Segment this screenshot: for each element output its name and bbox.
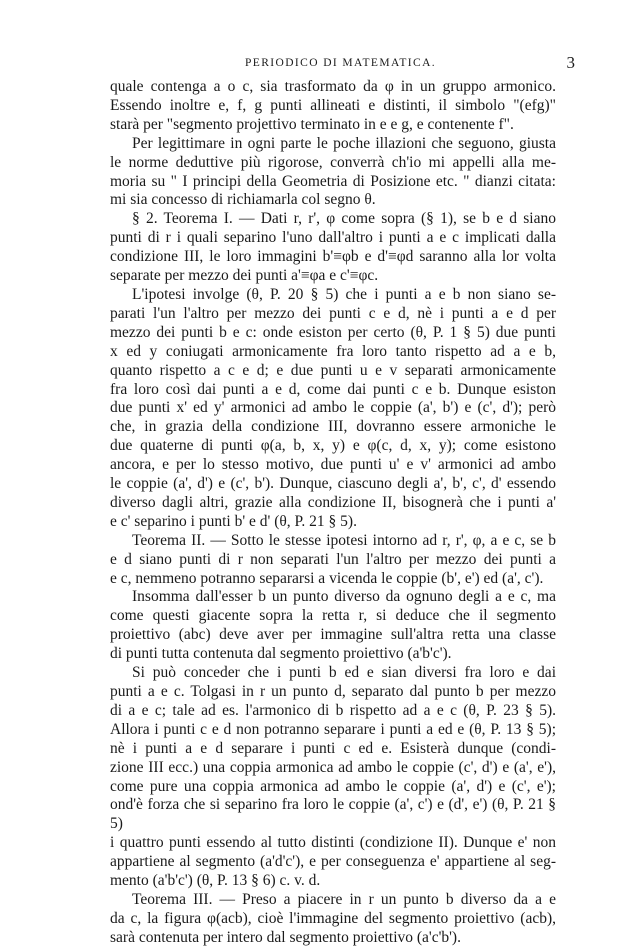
text-line: zione III ecc.) una coppia armonica ad ambo le coppie (c', d') e (a', e'),: [110, 758, 556, 776]
text-line: di punti tutta contenuta dal segmento proiettivo (a'b'c').: [110, 645, 452, 663]
text-line: diverso dagli altri, grazie alla condizione II, bisognerà che i punti a': [110, 493, 556, 511]
text-line: nè i punti a e d separare i punti c ed e. Esisterà dunque (condi-: [110, 739, 556, 757]
text-line: due quaterne di punti φ(a, b, x, y) e φ(c, d, x, y); come esistono: [110, 437, 556, 455]
running-head: PERIODICO DI MATEMATICA.: [245, 57, 437, 69]
theorem-3-heading: Teorema III. — Preso a piacere in r un punto b diverso da a e: [132, 890, 556, 908]
text-line: e d siano punti di r non separati l'un l'altro per mezzo dei punti a: [110, 550, 556, 568]
text-line: x ed y coniugati armonicamente fra loro tanto rispetto ad a e b,: [110, 342, 556, 360]
text-line: come pure una coppia armonica ad ambo le coppie (a', d') e (c', e');: [110, 777, 556, 795]
text-line: fra loro così dai punti a e d, come dai punti c e b. Dunque esiston: [110, 380, 556, 398]
text-line: quale contenga a o c, sia trasformato da φ in un gruppo armonico.: [110, 78, 556, 95]
text-line: da c, la figura φ(acb), cioè l'immagine del segmento proiettivo (acb),: [110, 909, 556, 927]
text-line: Insomma dall'esser b un punto diverso da ognuno degli a e c, ma: [132, 588, 556, 606]
text-line: moria su " I principi della Geometria di Posizione etc. " dianzi citata:: [110, 172, 556, 190]
text-line: Allora i punti c e d non potranno separare i punti a ed e (θ, P. 13 § 5);: [110, 720, 556, 738]
text-line: punti a e c. Tolgasi in r un punto d, separato dal punto b per mezzo: [110, 683, 556, 700]
text-line: mezzo dei punti b e c: onde esiston per certo (θ, P. 1 § 5) due punti: [110, 323, 556, 341]
text-line: come questi giacente sopra la retta r, si deduce che il segmento: [110, 607, 556, 625]
text-line: ancora, e per lo stesso motivo, due punti u' e v' armonici ad ambo: [110, 456, 556, 474]
text-line: le coppie (a', d') e (c', b'). Dunque, ciascuno degli a', b', c', d' essendo: [110, 475, 556, 493]
text-line: due punti x' ed y' armonici ad ambo le coppie (a', b') e (c', d'); però: [110, 399, 556, 417]
text-line: proiettivo (abc) deve aver per immagine sull'altra retta una classe: [110, 626, 556, 644]
text-line: mento (a'b'c') (θ, P. 13 § 6) c. v. d.: [110, 872, 321, 890]
text-line: sarà contenuta per intero dal segmento proiettivo (a'c'b').: [110, 928, 461, 946]
text-line: condizione III, le loro immagini b'≡φb e d'≡φd saranno alla lor volta: [110, 248, 556, 266]
text-line: L'ipotesi involge (θ, P. 20 § 5) che i punti a e b non siano se-: [132, 285, 556, 303]
text-line: separate per mezzo dei punti a'≡φa e c'≡φc.: [110, 267, 379, 285]
text-line: mi sia concesso di richiamarla col segno θ.: [110, 191, 376, 209]
text-line: quanto rispetto a c e d; e due punti u e v separati armonicamente: [110, 361, 556, 379]
theorem-1-heading: § 2. Teorema I. — Dati r, r', φ come sopra (§ 1), se b e d siano: [132, 210, 556, 228]
text-line: di a e c; tale ad es. l'armonico di b rispetto ad a e c (θ, P. 23 § 5).: [110, 701, 556, 719]
text-line: Per legittimare in ogni parte le poche illazioni che seguono, giusta: [132, 134, 556, 152]
text-line: Essendo inoltre e, f, g punti allineati e distinti, il simbolo "(efg)": [110, 96, 556, 114]
text-line: i quattro punti essendo al tutto distinti (condizione II). Dunque e' non: [110, 834, 556, 852]
page-number: 3: [566, 53, 575, 72]
text-line: ond'è forza che si separino fra loro le coppie (a', c') e (d', e') (θ, P. 21 § 5): [110, 796, 556, 833]
body-text: [110, 78, 556, 948]
theorem-2-heading: Teorema II. — Sotto le stesse ipotesi intorno ad r, r', φ, a e c, se b: [132, 531, 556, 549]
text-line: che, in grazia della condizione III, dovranno essere armoniche le: [110, 418, 556, 436]
text-line: e c' separino i punti b' e d' (θ, P. 21 § 5).: [110, 512, 357, 530]
text-line: punti di r i quali separino l'uno dall'altro i punti a e c implicati dalla: [110, 229, 556, 247]
text-line: le norme deduttive più rigorose, converrà ch'io mi appelli alla me-: [110, 153, 556, 171]
text-line: Si può conceder che i punti b ed e sian diversi fra loro e dai: [132, 664, 556, 682]
text-line: appartiene al segmento (a'd'c'), e per conseguenza e' appartiene al seg-: [110, 853, 556, 871]
text-line: e c, nemmeno potranno separarsi a vicenda le coppie (b', e') ed (a', c').: [110, 569, 544, 587]
text-line: starà per "segmento projettivo terminato in e e g, e contenente f".: [110, 115, 514, 133]
page-header: [110, 53, 575, 77]
text-line: parati l'un l'altro per mezzo dei punti c e d, nè i punti a e d per: [110, 304, 556, 322]
